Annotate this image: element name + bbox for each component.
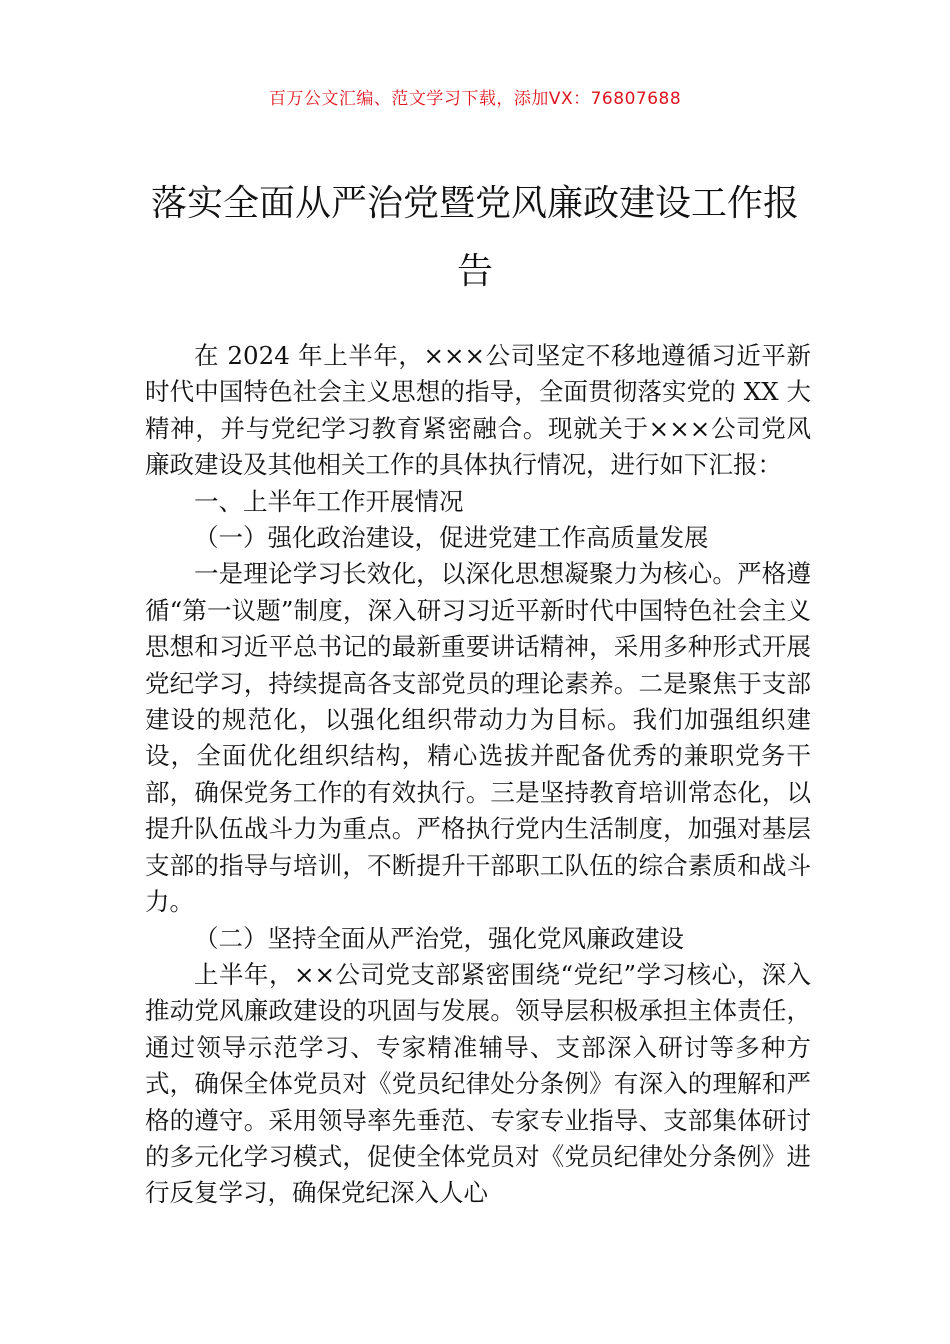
intro-paragraph: 在 2024 年上半年，×××公司坚定不移地遵循习近平新时代中国特色社会主义思想的指导，全面贯彻落实党的 XX 大精神，并与党纪学习教育紧密融合。现就关于×××公司党风廉政建设及其他相关工作的具体执行情况，进行如下汇报： [145, 341, 811, 480]
watermark-banner: 百万公文汇编、范文学习下载，添加VX：76807688 [268, 89, 682, 109]
body-paragraph: 上半年，××公司党支部紧密围绕“党纪”学习核心，深入推动党风廉政建设的巩固与发展。领导层积极承担主体责任，通过领导示范学习、专家精准辅导、支部深入研讨等多种方式，确保全体党员对《党员纪律处分条例》有深入的理解和严格的遵守。采用领导率先垂范、专家专业指导、支部集体研讨的多元化学习模式，促使全体党员对《党员纪律处分条例》进行反复学习，确保党纪深入人心 [145, 959, 811, 1208]
subsection-heading: （一）强化政治建设，促进党建工作高质量发展 [194, 523, 709, 553]
body-paragraph: 一是理论学习长效化，以深化思想凝聚力为核心。严格遵循“第一议题”制度，深入研习习近平新时代中国特色社会主义思想和习近平总书记的最新重要讲话精神，采用多种形式开展党纪学习，持续提高各支部党员的理论素养。二是聚焦于支部建设的规范化，以强化组织带动力为目标。我们加强组织建设，全面优化组织结构，精心选拔并配备优秀的兼职党务干部，确保党务工作的有效执行。三是坚持教育培训常态化，以提升队伍战斗力为重点。严格执行党内生活制度，加强对基层支部的指导与培训，不断提升干部职工队伍的综合素质和战斗力。 [145, 559, 811, 917]
section-heading: 一、上半年工作开展情况 [194, 486, 464, 516]
document-body [145, 338, 811, 1212]
page-title: 落实全面从严治党暨党风廉政建设工作报告 [150, 183, 799, 292]
subsection-heading: （二）坚持全面从严治党，强化党风廉政建设 [194, 923, 684, 953]
